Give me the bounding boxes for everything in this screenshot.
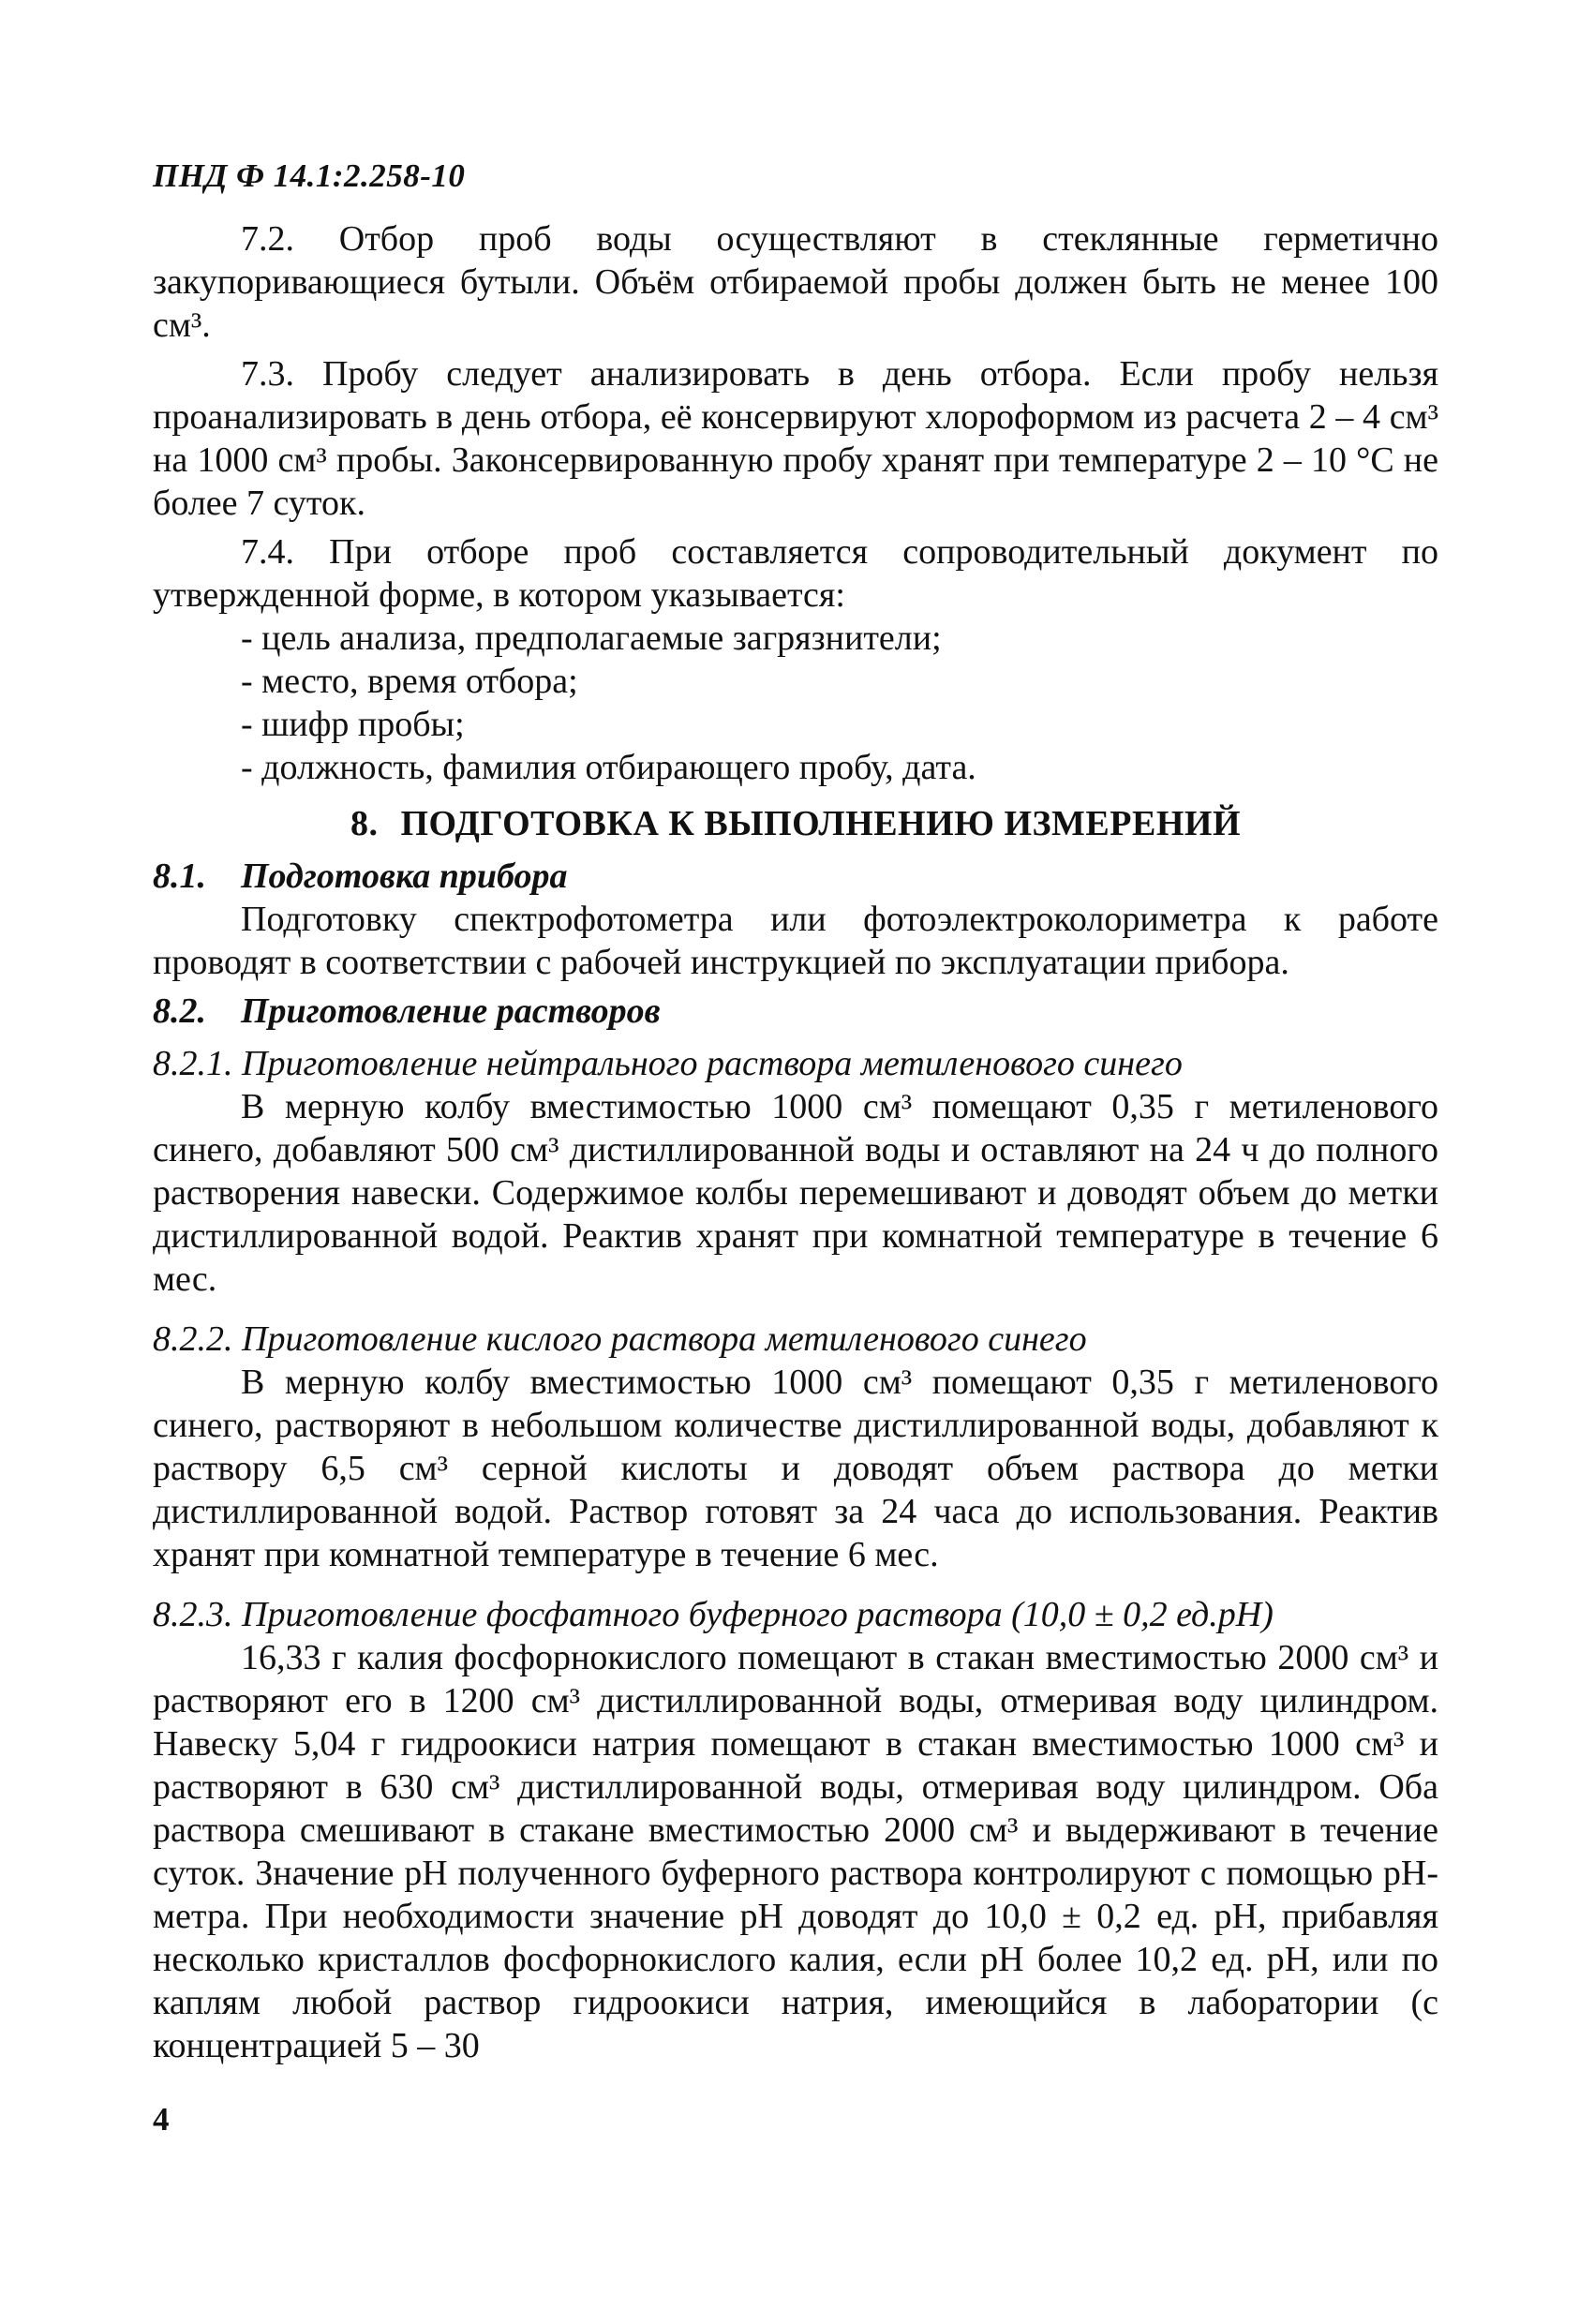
section-8-heading	[153, 802, 1438, 845]
document-code: ПНД Ф 14.1:2.258-10	[153, 157, 466, 194]
paragraph-7-3: 7.3. Пробу следует анализировать в день отбора. Если пробу нельзя проанализировать в день отбора, её консервируют хлороформом из расчета 2 – 4 см³ на 1000 см³ пробы. Законсервированную пробу хранят при температуре 2 – 10 °С не более 7 суток.	[153, 354, 1438, 523]
list-item: - цель анализа, предполагаемые загрязнители;	[241, 618, 942, 658]
subsection-8-1-heading	[153, 855, 1438, 898]
page-number: 4	[153, 2101, 170, 2138]
section-number: 8.	[350, 804, 379, 843]
subsection-8-2-heading	[153, 990, 1438, 1033]
subsection-title: Подготовка прибора	[241, 857, 568, 896]
list-item: - шифр пробы;	[241, 705, 465, 744]
requirements-list	[153, 617, 1438, 789]
subsection-8-2-2-heading: 8.2.2. Приготовление кислого раствора метиленового синего	[153, 1319, 1087, 1359]
list-item: - должность, фамилия отбирающего пробу, дата.	[241, 748, 976, 787]
subsection-title: Приготовление растворов	[241, 991, 661, 1031]
paragraph-8-1: Подготовку спектрофотометра или фотоэлектроколориметра к работе проводят в соответствии с рабочей инструкцией по эксплуатации прибора.	[153, 900, 1438, 982]
subsection-8-2-1-heading: 8.2.1. Приготовление нейтрального раствора метиленового синего	[153, 1044, 1183, 1083]
page-content	[153, 217, 1438, 2067]
paragraph-7-2: 7.2. Отбор проб воды осуществляют в стеклянные герметично закупоривающиеся бутыли. Объём отбираемой пробы должен быть не менее 100 см³.	[153, 219, 1438, 345]
paragraph-8-2-1: В мерную колбу вместимостью 1000 см³ помещают 0,35 г метиленового синего, добавляют 500 см³ дистиллированной воды и оставляют на 24 ч до полного растворения навески. Содержимое колбы перемешивают и доводят объем до метки дистиллированной водой. Реактив хранят при комнатной температуре в течение 6 мес.	[153, 1087, 1438, 1299]
paragraph-8-2-2: В мерную колбу вместимостью 1000 см³ помещают 0,35 г метиленового синего, растворяют в небольшом количестве дистиллированной воды, добавляют к раствору 6,5 см³ серной кислоты и доводят объем раствора до метки дистиллированной водой. Раствор готовят за 24 часа до использования. Реактив хранят при комнатной температуре в течение 6 мес.	[153, 1363, 1438, 1574]
paragraph-7-4: 7.4. При отборе проб составляется сопроводительный документ по утвержденной форме, в котором указывается:	[153, 532, 1438, 615]
paragraph-8-2-3: 16,33 г калия фосфорнокислого помещают в стакан вместимостью 2000 см³ и растворяют его в 1200 см³ дистиллированной воды, отмеривая воду цилиндром. Навеску 5,04 г гидроокиси натрия помещают в стакан вместимостью 1000 см³ и растворяют в 630 см³ дистиллированной воды, отмеривая воду цилиндром. Оба раствора смешивают в стакане вместимостью 2000 см³ и выдерживают в течение суток. Значение рН полученного буферного раствора контролируют с помощью рН-метра. При необходимости значение рН доводят до 10,0 ± 0,2 ед. рН, прибавляя несколько кристаллов фосфорнокислого калия, если рН более 10,2 ед. рН, или по каплям любой раствор гидроокиси натрия, имеющийся в лаборатории (с концентрацией 5 – 30	[153, 1638, 1438, 2065]
subsection-number: 8.1.	[153, 857, 206, 896]
section-title: ПОДГОТОВКА К ВЫПОЛНЕНИЮ ИЗМЕРЕНИЙ	[400, 804, 1241, 843]
subsection-number: 8.2.	[153, 991, 206, 1031]
subsection-8-2-3-heading: 8.2.3. Приготовление фосфатного буферного раствора (10,0 ± 0,2 ед.рН)	[153, 1595, 1274, 1634]
list-item: - место, время отбора;	[241, 662, 578, 701]
